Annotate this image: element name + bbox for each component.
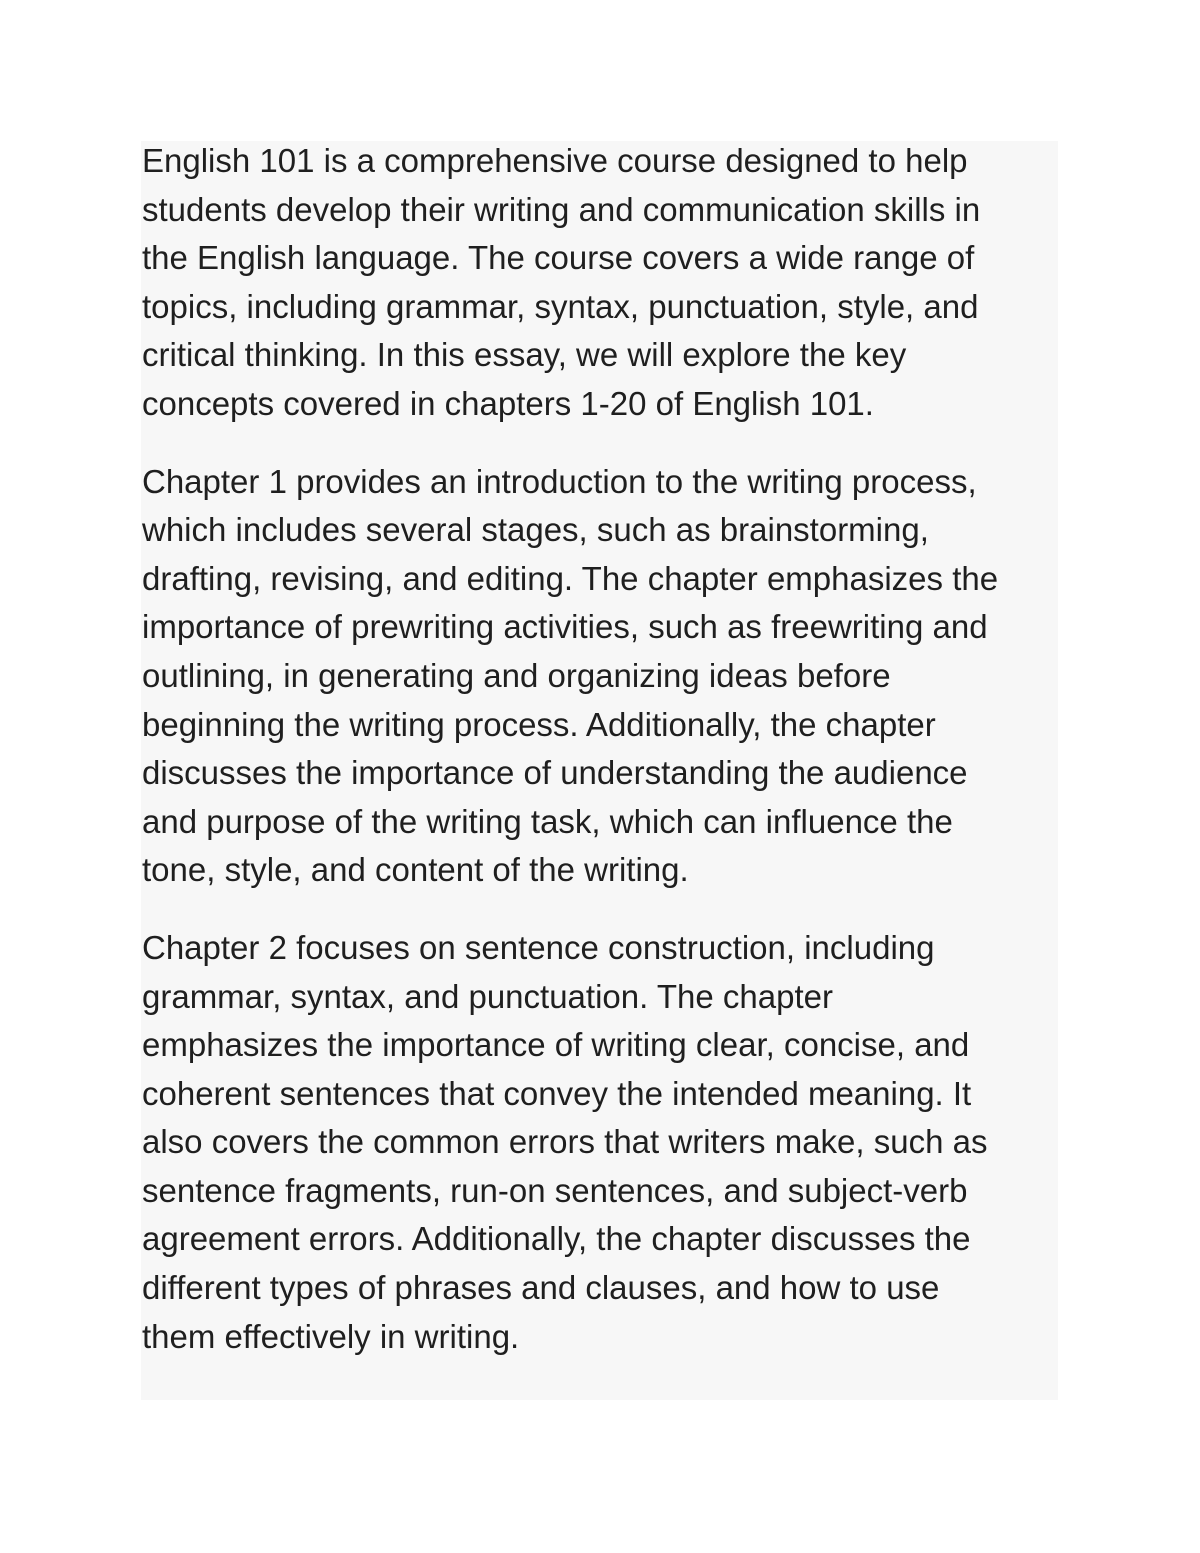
text-line: and purpose of the writing task, which can influence the [142,802,953,840]
text-line: Chapter 1 provides an introduction to the writing process, [142,462,977,500]
text-line: critical thinking. In this essay, we will explore the key [142,336,907,374]
text-line: importance of prewriting activities, such as freewriting and [142,608,988,646]
text-line: coherent sentences that convey the intended meaning. It [142,1074,972,1112]
text-line: discusses the importance of understanding the audience [142,754,968,792]
text-line: beginning the writing process. Additionally, the chapter [142,705,936,743]
paragraph-introduction [142,137,1058,429]
paragraph-chapter-2 [142,924,1058,1361]
text-line: outlining, in generating and organizing ideas before [142,656,891,694]
text-line: students develop their writing and communication skills in [142,190,981,228]
text-line: agreement errors. Additionally, the chapter discusses the [142,1220,971,1258]
text-line: sentence fragments, run-on sentences, and subject-verb [142,1171,968,1209]
text-line: emphasizes the importance of writing clear, concise, and [142,1026,970,1064]
text-line: them effectively in writing. [142,1317,520,1355]
text-line: which includes several stages, such as brainstorming, [142,511,929,549]
text-line: topics, including grammar, syntax, punctuation, style, and [142,287,979,325]
text-line: tone, style, and content of the writing. [142,851,689,889]
paragraph-chapter-1 [142,458,1058,895]
text-line: grammar, syntax, and punctuation. The chapter [142,977,833,1015]
text-line: the English language. The course covers a wide range of [142,239,975,277]
essay-text-block [141,141,1058,1400]
text-line: Chapter 2 focuses on sentence construction, including [142,928,935,966]
text-line: drafting, revising, and editing. The chapter emphasizes the [142,559,999,597]
text-line: English 101 is a comprehensive course designed to help [142,142,968,179]
text-line: different types of phrases and clauses, and how to use [142,1269,940,1307]
text-line: concepts covered in chapters 1-20 of English 101. [142,384,874,422]
text-line: also covers the common errors that writers make, such as [142,1123,988,1161]
